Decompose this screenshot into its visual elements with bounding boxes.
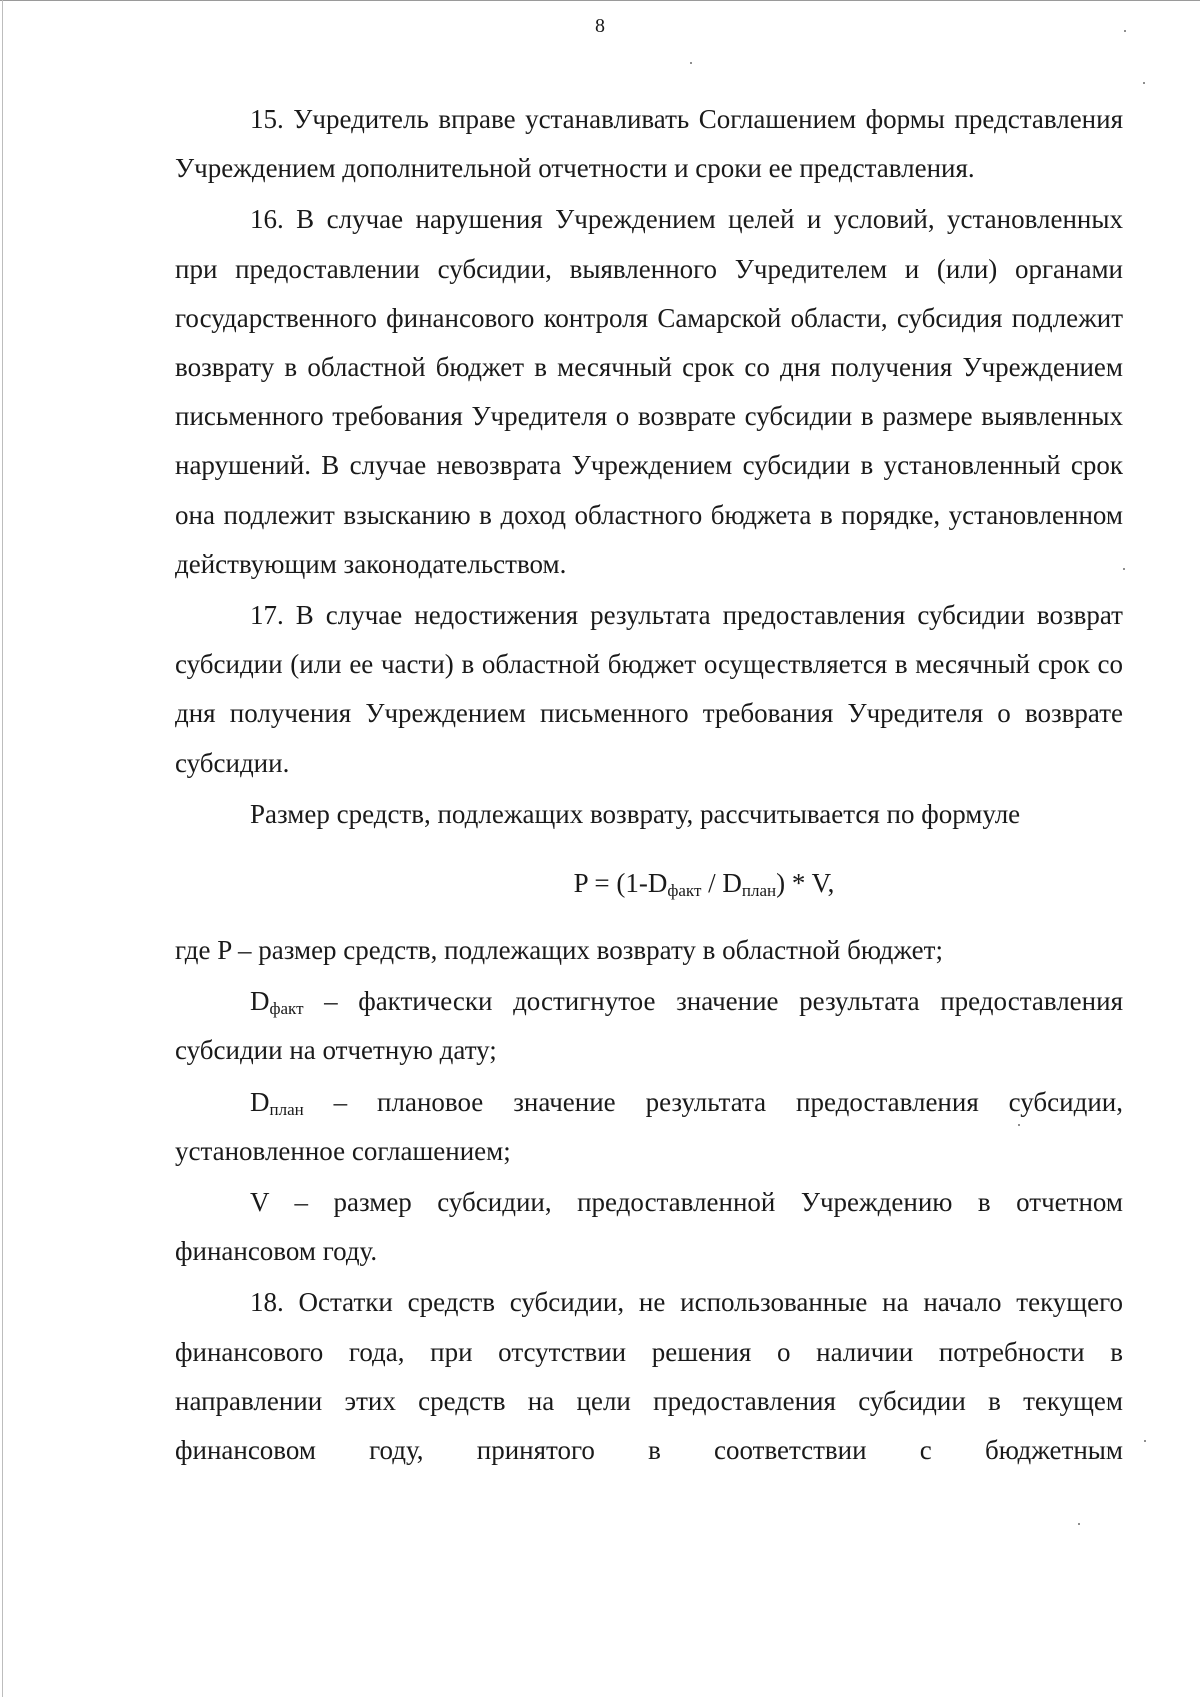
scan-speck <box>1078 1523 1080 1525</box>
paragraph-18: 18. Остатки средств субсидии, не использованные на начало текущего финансового года, при отсутствии решения о наличии потребности в направлении этих средств на цели предоставления субсидии в текущем финансовом году, принятого в соответствии с бюджетным <box>175 1287 1123 1466</box>
paragraph-16: 16. В случае нарушения Учреждением целей и условий, установленных при предоставлении субсидии, выявленного Учредителем и (или) органами государственного финансового контроля Самарской области, субсидия подлежит возврату в областной бюджет в месячный срок со дня получения Учреждением письменного требования Учредителя о возврате субсидии в размере выявленных нарушений. В случае невозврата Учреждением субсидии в установленный срок она подлежит взысканию в доход областного бюджета в порядке, установленном действующим законодательством. <box>175 204 1123 579</box>
left-edge-line <box>2 0 3 1697</box>
formula-mid: / D <box>701 868 742 899</box>
definition-d-fact-text: – фактически достигнутое значение результата предоставления субсидии на отчетную дату; <box>175 986 1123 1066</box>
symbol-sub-plan: план <box>269 1099 304 1119</box>
scan-speck <box>1124 30 1126 32</box>
scan-speck <box>690 62 692 64</box>
top-edge-line <box>0 0 1200 1</box>
page-number: 8 <box>595 15 605 37</box>
symbol-d: D <box>250 1086 270 1117</box>
scan-speck <box>1143 82 1145 84</box>
formula-lead: P = (1-D <box>573 868 668 899</box>
scan-speck <box>1144 1440 1146 1442</box>
formula-tail: ) * V, <box>776 868 835 899</box>
definition-p: где P – размер средств, подлежащих возврату в областной бюджет; <box>175 935 943 966</box>
definition-v: V – размер субсидии, предоставленной Учреждению в отчетном финансовом году. <box>175 1187 1123 1267</box>
document-body <box>175 95 1123 1477</box>
definition-d-plan <box>175 1078 1123 1176</box>
formula-sub-fact: факт <box>667 881 702 901</box>
symbol-sub-fact: факт <box>269 999 304 1019</box>
scan-speck <box>1123 568 1125 570</box>
symbol-d: D <box>250 986 270 1017</box>
definition-d-fact <box>175 977 1123 1075</box>
definition-d-plan-text: – плановое значение результата предоставления субсидии, установленное соглашением; <box>175 1086 1123 1166</box>
paragraph-15: 15. Учредитель вправе устанавливать Соглашением формы представления Учреждением дополнительной отчетности и сроки ее представления. <box>175 104 1123 184</box>
formula-sub-plan: план <box>741 881 777 901</box>
formula <box>285 859 1123 908</box>
formula-intro: Размер средств, подлежащих возврату, рассчитывается по формуле <box>250 798 1021 829</box>
paragraph-17: 17. В случае недостижения результата предоставления субсидии возврат субсидии (или ее части) в областной бюджет осуществляется в месячный срок со дня получения Учреждением письменного требования Учредителя о возврате субсидии. <box>175 600 1123 778</box>
